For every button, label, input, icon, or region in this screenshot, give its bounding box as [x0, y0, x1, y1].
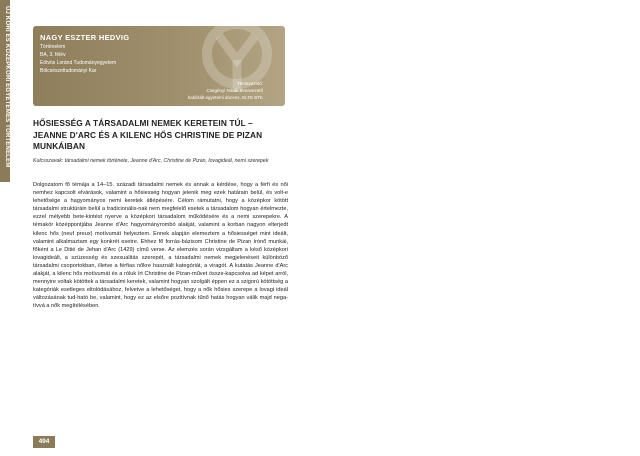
- author-header: [33, 26, 285, 106]
- supervisor-role: habilitált egyetemi docens, ELTE BTK: [187, 95, 263, 100]
- author-field: Történelem: [40, 44, 66, 50]
- supervisor-name: Csegényi Nórák témavezető: [206, 88, 263, 93]
- supervisor-info: [188, 80, 263, 101]
- abstract-text: Dolgozatom fő témája a 14–15. századi társadalmi nemek és annak a kérdése, hogy a férfi és női nemhez kapcsolt elvárások, valamint a hősiesség hogyan jelenik meg ezek határain belül, és volt-e lehetősége a hagyományos nemi keretek átlépésére. Célom rámutatni, hogy a középkor kötött társadalmi struktúráin belül a tradicionális-nak nem megfelelő esetek a társadalom hogyan értelmezte, ezzel mélyebb bete-kintést nyerve a középkori társadalom működésére és a nemi szerepekre. A témakör középpontjába Jeanne d'Arc hagyományrombó alakját, valamint a korban nagyon elterjedt kilenc hős (neuf preux) motívumát helyeztem. Ennek alapján elemeztem a hősiességet mint ideált, valamint alkalmaztam egy konkrét esetre. Ehhez fő forrás-bázisom Christine de Pizan írónő munkái, főként a Le Ditié de Jehan d'Arc (1429) című verse. Az elemzés során vizsgáltam a késő középkori lovagideált, a szüzesség és szexualitás szerepét, a társadalmi nemek megjelenéseit különböző társadalmi csoportokban, illetve a férfias nőkre használt kategóriát, a viragót. A kutatás Jeanne d'Arc alakját, a kilenc hős motívumát és a róluk írt Christine de Pizan-művet össze-kapcsolva ad képet arról, mennyire voltak kötöttek a társadalmi keretek, valamint hogyan szolgált éppen ez a szigorú kötöttség a kategóriák esetleges eltolódásához, felvetve a lehetőséget, hogy a nők hősies szerepe a lovagi ideál változásának tud-ható be, valamint, hogy ez az elsőre pozitívnak tűnő hatás hogyan válik majd nega-tívvá a nők megítélésében.: [33, 182, 288, 310]
- keywords: Kulcsszavak: társadalmi nemek története, Jeanne d'Arc, Christine de Pizan, lovagideál, nemi szerepek: [33, 158, 269, 164]
- running-title: ÚJ KORI ÉS KÖZÉPKORI EGYETEMES TÖRTÉNELEM: [4, 6, 10, 168]
- page-number: 494: [33, 436, 55, 448]
- author-faculty: Bölcsészettudományi Kar: [40, 68, 97, 74]
- article-title: HŐSIESSÉG A TÁRSADALMI NEMEK KERETEIN TÚL – JEANNE D'ARC ÉS A KILENC HŐS CHRISTINE DE PIZAN MUNKÁIBAN: [33, 118, 263, 152]
- supervisor-label: Témavezető:: [236, 81, 263, 86]
- running-title-tab: [0, 0, 10, 182]
- author-university: Eötvös Loránd Tudományegyetem: [40, 60, 117, 66]
- author-details: [40, 43, 116, 75]
- author-name: NAGY ESZTER HEDVIG: [40, 33, 130, 42]
- author-semester: BA, 3. félév: [40, 52, 66, 58]
